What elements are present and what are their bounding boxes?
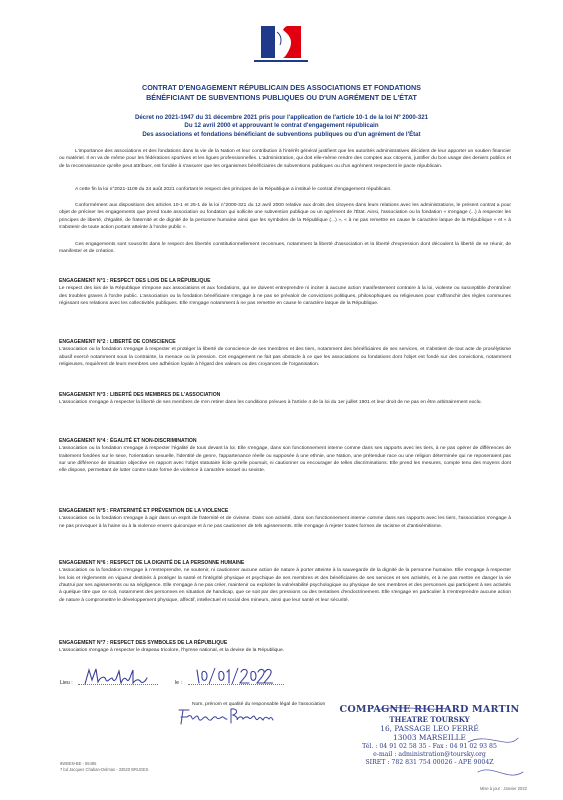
engagement-2 xyxy=(59,339,511,368)
stamp-city: 13003 MARSEILLE xyxy=(393,733,466,743)
title-line-2: BÉNÉFICIANT DE SUBVENTIONS PUBLIQUES OU D'UN AGRÉMENT DE L'ÉTAT xyxy=(146,92,417,102)
stamp-siret: SIRET : 782 831 754 00026 - APE 9004Z xyxy=(365,759,494,767)
republic-logo xyxy=(261,26,301,58)
decree-reference xyxy=(40,114,523,139)
engagement-title: ENGAGEMENT N°5 : FRATERNITÉ ET PRÉVENTION DE LA VIOLENCE xyxy=(59,508,229,514)
decree-line-3: Des associations et fondations bénéficiant de subventions publiques ou d'un agrément de l'État xyxy=(142,130,421,138)
engagement-body: L'association ou la fondation s'engage à agir dans un esprit de fraternité et de civisme. Dans son activité, dans son fonctionnement interne comme dans ses rapports avec les tiers, l'association s'engage à ne pas provoquer à la haine ou à la violence envers quiconque et à ne pas cautionner de tels agissements. Elle s'engage à rejeter toutes formes de racisme et d'antisémitisme. xyxy=(59,516,511,529)
intro-paragraph-1: L'importance des associations et des fondations dans la vie de la Nation et leur contribution à l'intérêt général justifient que les autorités administratives décident de leur apporter un soutien financier ou matériel. Il en va de même pour les fédérations sportives et les ligues professionnelles. L'administration, qui doit elle-même rendre des comptes aux citoyens, justifier du bon usage des deniers publics et de la reconnaissance qu'elle peut attribuer, est fondée à s'assurer que les organismes bénéficiaires de subventions publiques ou d'un agrément respectent le pacte républicain. xyxy=(59,149,511,169)
engagement-6 xyxy=(59,560,511,604)
engagement-5 xyxy=(59,508,511,530)
engagement-body: L'association s'engage à respecter la liberté de ses membres de s'en retirer dans les conditions prévues à l'article 4 de la loi du 1er juillet 1901 et leur droit de ne pas en être arbitrairement exclu. xyxy=(59,400,482,406)
logo-underline xyxy=(254,60,308,62)
document-title xyxy=(40,83,523,102)
date-label: le : xyxy=(175,680,182,686)
engagement-body: Le respect des lois de la République s'impose aux associations et aux fondations, qui ne doivent entreprendre ni inciter à aucune action manifestement contraire à la loi, violente ou susceptible d'entraîner des troubles graves à l'ordre public. L'association ou la fondation bénéficiaire s'engage à ne pas se prévaloir de convictions politiques, philosophiques ou religieuses pour s'affranchir des règles communes régissant ses relations avec les collectivités publiques. Elle s'engage notamment à ne pas remettre en cause le caractère laïque de la République. xyxy=(59,286,511,306)
title-line-1: CONTRAT D'ENGAGEMENT RÉPUBLICAIN DES ASSOCIATIONS ET FONDATIONS xyxy=(142,83,421,92)
engagement-7 xyxy=(59,640,511,655)
engagement-title: ENGAGEMENT N°1 : RESPECT DES LOIS DE LA RÉPUBLIQUE xyxy=(59,278,211,284)
engagement-title: ENGAGEMENT N°7 : RESPECT DES SYMBOLES DE LA RÉPUBLIQUE xyxy=(59,640,228,646)
engagement-body: L'association ou la fondation s'engage à respecter l'égalité de tous devant la loi. Elle s'engage, dans son fonctionnement interne comme dans ses rapports avec les tiers, à ne pas opérer de différences de traitement fondées sur le sexe, l'orientation sexuelle, l'identité de genre, l'appartenance réelle ou supposée à une ethnie, une Nation, une prétendue race ou une religion déterminée qui ne reposeraient pas sur une différence de situation objective en rapport avec l'objet statutaire licite qu'elle poursuit, ni cautionner ou encourager de telles discriminations. Elle prend les mesures, compte tenu des moyens dont elle dispose, permettant de lutter contre toute forme de violence à caractère sexuel ou sexiste. xyxy=(59,446,511,474)
engagement-title: ENGAGEMENT N°2 : LIBERTÉ DE CONSCIENCE xyxy=(59,339,176,345)
stamp-company-name: COMPAGNIE RICHARD MARTIN xyxy=(339,704,520,715)
stamp-phone-fax: Tél. : 04 91 02 58 35 - Fax : 04 91 02 93 85 xyxy=(362,742,497,750)
engagement-title: ENGAGEMENT N°6 : RESPECT DE LA DIGNITÉ DE LA PERSONNE HUMAINE xyxy=(59,560,245,566)
footer-issuer-id: 8WBEN-BE - 55485 xyxy=(60,761,97,766)
stamp-street: 16, PASSAGE LEO FERRÉ xyxy=(380,724,479,733)
engagement-title: ENGAGEMENT N°3 : LIBERTÉ DES MEMBRES DE L'ASSOCIATION xyxy=(59,392,221,398)
intro-paragraph-2: A cette fin la loi n°2021-1109 du 24 août 2021 confortant le respect des principes de la République a institué le contrat d'engagement républicain. xyxy=(75,187,392,192)
intro-paragraph-4: Ces engagements sont souscrits dans le respect des libertés constitutionnellement reconnues, notamment la liberté d'association et la liberté d'expression dont découlent la liberté de se réunir, de manifester et de création. xyxy=(59,242,511,255)
engagement-body: L'association ou la fondation s'engage à n'entreprendre, ne soutenir, ni cautionner aucune action de nature à porter atteinte à la sauvegarde de la dignité de la personne humaine. Elle s'engage à respecter les lois et règlements en vigueur destinés à protéger la santé et l'intégrité physique et psychique de ses membres et des bénéficiaires de ses services et ses activités, et à ne pas mettre en danger la vie d'autrui par ses agissements ou sa négligence. Elle s'engage à ne pas créer, maintenir ou exploiter la vulnérabilité psychologique ou physique de ses membres et des personnes qui participent à ses activités à quelque titre que ce soit, notamment des personnes en situation de handicap, que ce soit par des pressions ou des tentatives d'endoctrinement. Elle s'engage en particulier à n'entreprendre aucune action de nature à compromettre le développement physique, affectif, intellectuel et social des mineurs, ainsi que leur santé et leur sécurité. xyxy=(59,568,511,603)
decree-line-1: Décret no 2021-1947 du 31 décembre 2021 pris pour l'application de l'article 10-1 de la loi Nº 2000-321 xyxy=(134,114,428,121)
signatory-handwritten-name xyxy=(175,704,275,728)
stamp-email: e-mail : administration@toursky.org xyxy=(373,751,486,758)
footer-issuer xyxy=(60,761,149,772)
engagement-3 xyxy=(59,392,511,407)
decree-line-2: Du 12 avril 2000 et approuvant le contrat d'engagement républicain xyxy=(184,122,379,130)
intro-paragraph-3: Conformément aux dispositions des articles 10-1 et 25-1 de la loi n°2000-321 du 12 avril 2000 relative aux droits des citoyens dans leurs relations avec les administrations, le présent contrat a pour objet de préciser les engagements que prend toute association ou fondation qui sollicite une subvention publique ou un agrément de l'État. Ainsi, l'association ou la fondation « s'engage (...) à respecter les principes de liberté, d'égalité, de fraternité et de dignité de la personne humaine ainsi que les symboles de la République (...) », « à ne pas remettre en cause le caractère laïque de la République » et « à s'abstenir de toute action portant atteinte à l'ordre public ». xyxy=(59,203,511,230)
stamp-theatre-name: THEATRE TOURSKY xyxy=(389,715,470,724)
footer-issuer-address: 7 bd Jacques Chaban-Delmas - 33520 BRUGES xyxy=(60,766,149,772)
lieu-label: Lieu : xyxy=(60,680,73,686)
engagement-4 xyxy=(59,438,511,475)
footer-update-date: Mise à jour : Janvier 2022 xyxy=(480,786,527,791)
lieu-handwritten-value xyxy=(83,666,149,688)
engagement-title: ENGAGEMENT N°4 : ÉGALITÉ ET NON-DISCRIMINATION xyxy=(59,438,197,444)
stamp-signature-scribble xyxy=(318,702,542,794)
engagement-body: L'association s'engage à respecter le drapeau tricolore, l'hymne national, et la devise de la République. xyxy=(59,648,285,654)
signatory-caption: Nom, prénom et qualité du responsable légal de l'association xyxy=(192,702,326,707)
engagement-1 xyxy=(59,278,511,307)
date-handwritten-value xyxy=(195,666,273,686)
engagement-body: L'association ou la fondation s'engage à respecter et protéger la liberté de conscience de ses membres et des tiers, notamment des bénéficiaires de ses services, et s'abstient de tout acte de prosélytisme abusif exercé notamment sous la contrainte, la menace ou la pression. Cet engagement ne fait pas obstacle à ce que les associations ou fondations dont l'objet est fondé sur des convictions, notamment religieuses, requièrent de leurs membres une adhésion loyale à l'égard des valeurs ou des croyances de l'organisation. xyxy=(59,347,511,367)
